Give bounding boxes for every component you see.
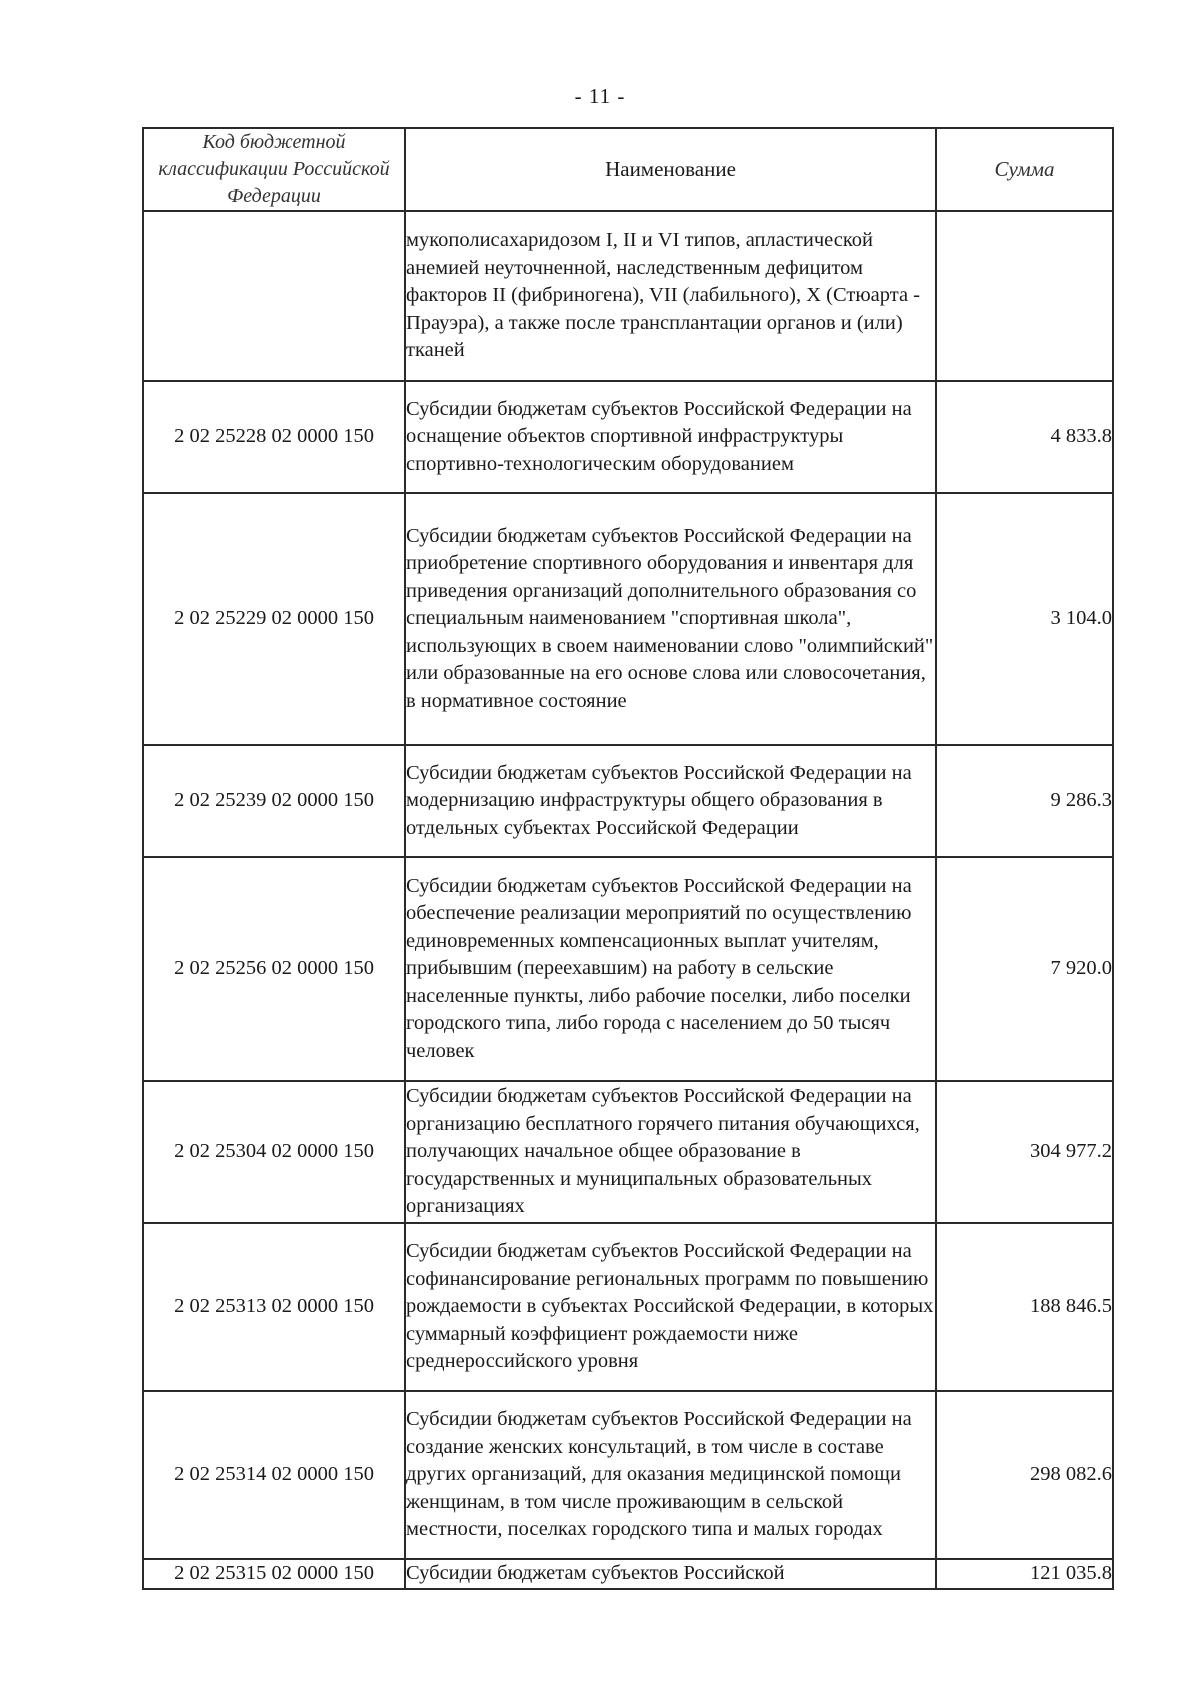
table-row (143, 381, 1113, 493)
table-row (143, 211, 1113, 381)
row-name: Субсидии бюджетам субъектов Российской Федерации на софинансирование региональных программ по повышению рождаемости в субъектах Российской Федерации, в которых суммарный коэффициент рождаемости ниже среднероссийского уровня (405, 1223, 936, 1391)
header-code: Код бюджетной классификации Российской Федерации (143, 128, 405, 211)
row-code: 2 02 25256 02 0000 150 (143, 857, 405, 1081)
row-sum: 7 920.0 (936, 857, 1113, 1081)
row-sum: 3 104.0 (936, 493, 1113, 745)
table-row (143, 493, 1113, 745)
row-name: мукополисахаридозом I, II и VI типов, апластической анемией неуточненной, наследственным дефицитом факторов II (фибриногена), VII (лабильного), X (Стюарта - Прауэра), а также после трансплантации органов и (или) тканей (405, 211, 936, 381)
budget-classification-table (142, 127, 1114, 1590)
table-row (143, 857, 1113, 1081)
row-sum: 304 977.2 (936, 1081, 1113, 1223)
row-code: 2 02 25315 02 0000 150 (143, 1559, 405, 1589)
row-name: Субсидии бюджетам субъектов Российской Федерации на создание женских консультаций, в том числе в составе других организаций, для оказания медицинской помощи женщинам, в том числе проживающим в сельской местности, поселках городского типа и малых городах (405, 1391, 936, 1559)
table-row (143, 1223, 1113, 1391)
header-row (143, 128, 1113, 211)
row-sum: 298 082.6 (936, 1391, 1113, 1559)
row-name: Субсидии бюджетам субъектов Российской Федерации на обеспечение реализации мероприятий по осуществлению единовременных компенсационных выплат учителям, прибывшим (переехавшим) на работу в сельские населенные пункты, либо рабочие поселки, либо поселки городского типа, либо города с населением до 50 тысяч человек (405, 857, 936, 1081)
row-code: 2 02 25313 02 0000 150 (143, 1223, 405, 1391)
row-name: Субсидии бюджетам субъектов Российской Федерации на организацию бесплатного горячего питания обучающихся, получающих начальное общее образование в государственных и муниципальных образовательных организациях (405, 1081, 936, 1223)
header-name: Наименование (405, 128, 936, 211)
row-sum: 9 286.3 (936, 745, 1113, 857)
row-name: Субсидии бюджетам субъектов Российской (405, 1559, 936, 1589)
row-code: 2 02 25239 02 0000 150 (143, 745, 405, 857)
table-row (143, 1559, 1113, 1589)
row-sum (936, 211, 1113, 381)
row-name: Субсидии бюджетам субъектов Российской Федерации на модернизацию инфраструктуры общего образования в отдельных субъектах Российской Федерации (405, 745, 936, 857)
page-number: - 11 - (574, 84, 626, 108)
row-name: Субсидии бюджетам субъектов Российской Федерации на оснащение объектов спортивной инфраструктуры спортивно-технологическим оборудованием (405, 381, 936, 493)
row-sum: 188 846.5 (936, 1223, 1113, 1391)
row-sum: 4 833.8 (936, 381, 1113, 493)
row-sum: 121 035.8 (936, 1559, 1113, 1589)
row-code: 2 02 25229 02 0000 150 (143, 493, 405, 745)
table-header (143, 128, 1113, 211)
table-body (143, 211, 1113, 1589)
row-code: 2 02 25228 02 0000 150 (143, 381, 405, 493)
row-code: 2 02 25304 02 0000 150 (143, 1081, 405, 1223)
row-code (143, 211, 405, 381)
row-name: Субсидии бюджетам субъектов Российской Федерации на приобретение спортивного оборудования и инвентаря для приведения организаций дополнительного образования со специальным наименованием "спортивная школа", использующих в своем наименовании слово "олимпийский" или образованные на его основе слова или словосочетания, в нормативное состояние (405, 493, 936, 745)
table-row (143, 1081, 1113, 1223)
row-code: 2 02 25314 02 0000 150 (143, 1391, 405, 1559)
header-sum: Сумма (936, 128, 1113, 211)
table-row (143, 1391, 1113, 1559)
table-row (143, 745, 1113, 857)
